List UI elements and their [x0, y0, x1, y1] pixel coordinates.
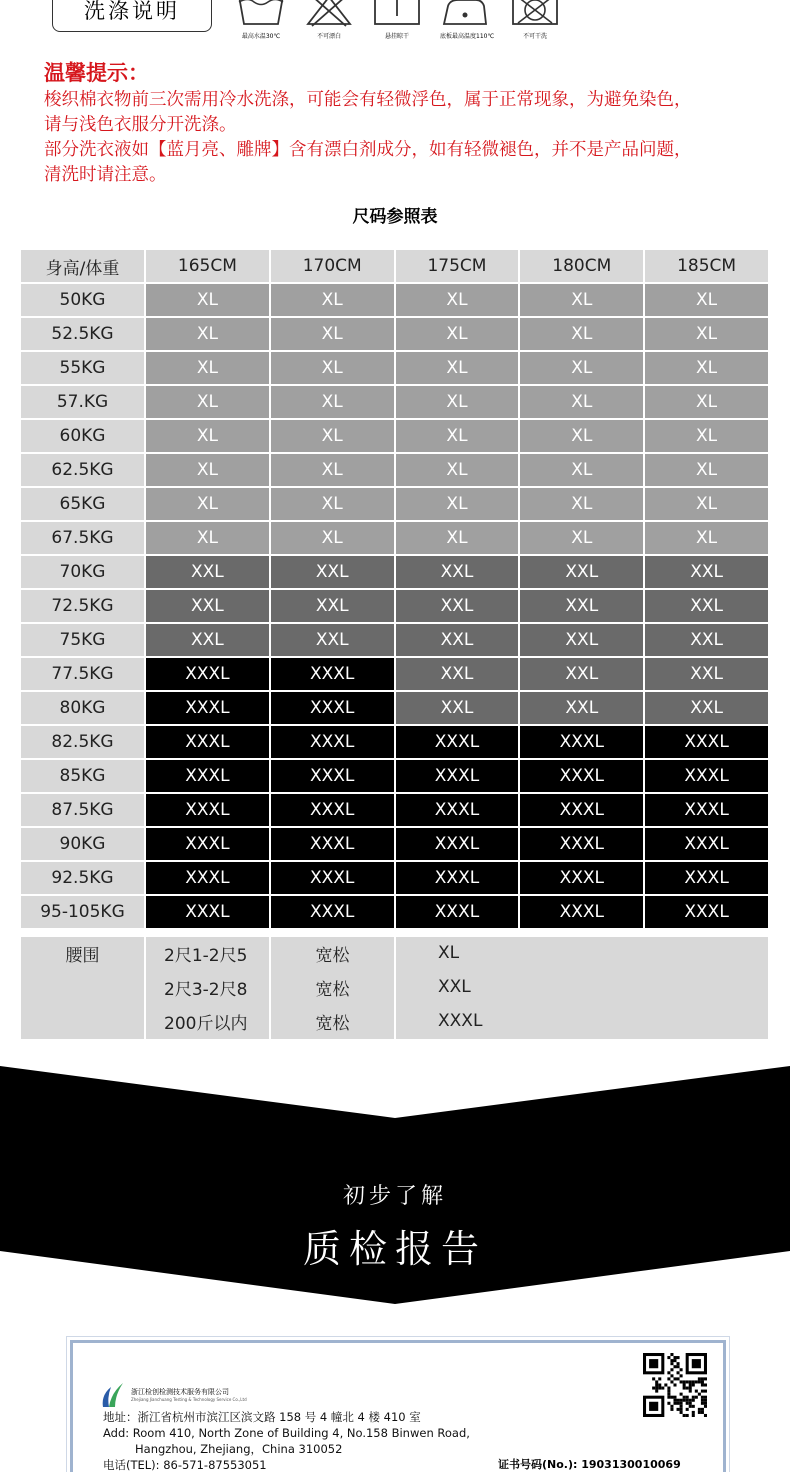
- size-chart-title: 尺码参照表: [352, 207, 438, 227]
- size-cell: XXL: [396, 692, 519, 726]
- size-cell: XXXL: [520, 760, 643, 794]
- size-cell: XL: [271, 284, 394, 318]
- size-row: [21, 658, 768, 692]
- size-cell: XXL: [645, 556, 768, 590]
- company-address: [103, 1409, 470, 1472]
- size-cell: XXXL: [645, 794, 768, 828]
- size-cell: XL: [520, 420, 643, 454]
- size-cell: XXL: [396, 556, 519, 590]
- weight-label: 72.5KG: [21, 590, 144, 624]
- size-cell: XXXL: [396, 896, 519, 930]
- tips-line: 清洗时请注意。: [44, 165, 167, 185]
- waist-range: 2尺3-2尺8: [146, 971, 269, 1005]
- wash-30-label: 最高水温30℃: [241, 33, 281, 40]
- size-cell: XXXL: [146, 760, 269, 794]
- size-cell: XXXL: [645, 896, 768, 930]
- size-cell: XXL: [520, 658, 643, 692]
- no-dry-clean-label: 不可干洗: [522, 33, 547, 40]
- waist-row: [21, 971, 768, 1005]
- weight-label: 62.5KG: [21, 454, 144, 488]
- size-cell: XXXL: [645, 862, 768, 896]
- size-cell: XXXL: [146, 896, 269, 930]
- size-row: [21, 488, 768, 522]
- size-cell: XL: [146, 284, 269, 318]
- size-cell: XXL: [271, 624, 394, 658]
- waist-fit: 宽松: [271, 971, 394, 1005]
- header-height: 170CM: [271, 250, 394, 284]
- no-bleach-label: 不可漂白: [316, 33, 341, 40]
- wash-instructions-button: 洗涤说明: [52, 0, 212, 32]
- size-cell: XXL: [645, 658, 768, 692]
- size-cell: XXL: [396, 590, 519, 624]
- company-name-en: Zhejiang Jianchuang Testing & Technology Service Co.,Ltd: [131, 1397, 247, 1402]
- iron-110-icon: [440, 0, 495, 40]
- weight-label: 82.5KG: [21, 726, 144, 760]
- size-cell: XXXL: [271, 658, 394, 692]
- waist-size: XXL: [396, 971, 768, 1005]
- waist-label: 腰围: [21, 937, 144, 971]
- size-cell: XXL: [520, 556, 643, 590]
- size-row: [21, 794, 768, 828]
- size-cell: XL: [146, 386, 269, 420]
- size-row: [21, 624, 768, 658]
- size-cell: XXXL: [146, 794, 269, 828]
- size-cell: XL: [645, 454, 768, 488]
- weight-label: 52.5KG: [21, 318, 144, 352]
- size-cell: XXL: [271, 590, 394, 624]
- size-cell: XXXL: [520, 896, 643, 930]
- size-cell: XXL: [520, 590, 643, 624]
- size-cell: XL: [645, 352, 768, 386]
- tips-section: [44, 58, 774, 188]
- size-cell: XL: [520, 352, 643, 386]
- size-row: [21, 828, 768, 862]
- size-cell: XL: [520, 488, 643, 522]
- weight-label: 95-105KG: [21, 896, 144, 930]
- size-row: [21, 454, 768, 488]
- size-cell: XXXL: [396, 760, 519, 794]
- size-cell: XXL: [520, 692, 643, 726]
- size-row: [21, 420, 768, 454]
- size-cell: XXXL: [271, 692, 394, 726]
- header-height: 175CM: [396, 250, 519, 284]
- size-row: [21, 862, 768, 896]
- size-cell: XL: [146, 420, 269, 454]
- tips-line: 部分洗衣液如【蓝月亮、雕牌】含有漂白剂成分，如有轻微褪色，并不是产品问题，: [44, 140, 692, 160]
- size-cell: XXXL: [520, 828, 643, 862]
- size-cell: XL: [271, 352, 394, 386]
- size-row: [21, 284, 768, 318]
- size-cell: XL: [146, 522, 269, 556]
- size-cell: XXXL: [396, 794, 519, 828]
- wash-30-icon: [236, 0, 286, 40]
- weight-label: 55KG: [21, 352, 144, 386]
- size-cell: XL: [271, 488, 394, 522]
- size-cell: XL: [645, 420, 768, 454]
- size-row: [21, 318, 768, 352]
- size-cell: XXXL: [271, 828, 394, 862]
- size-row: [21, 386, 768, 420]
- size-row: [21, 522, 768, 556]
- size-cell: XL: [396, 352, 519, 386]
- size-cell: XL: [520, 284, 643, 318]
- no-dry-clean-icon: [510, 0, 560, 40]
- waist-fit: 宽松: [271, 1005, 394, 1039]
- banner-subtitle: 初步了解: [342, 1184, 447, 1209]
- size-cell: XL: [271, 454, 394, 488]
- size-cell: XXL: [645, 692, 768, 726]
- size-cell: XXXL: [146, 726, 269, 760]
- size-cell: XXXL: [396, 726, 519, 760]
- size-cell: XXL: [146, 590, 269, 624]
- size-chart-table: [19, 250, 770, 930]
- size-cell: XXXL: [271, 760, 394, 794]
- size-cell: XXXL: [271, 726, 394, 760]
- size-chart-header-row: [21, 250, 768, 284]
- quality-report-banner: [0, 1066, 790, 1306]
- size-row: [21, 760, 768, 794]
- company-logo-icon: [99, 1381, 125, 1409]
- tips-line: 请与浅色衣服分开洗涤。: [44, 115, 237, 135]
- test-certificate: [70, 1340, 726, 1472]
- size-cell: XXXL: [645, 828, 768, 862]
- size-cell: XXXL: [396, 828, 519, 862]
- size-cell: XL: [520, 454, 643, 488]
- header-height: 180CM: [520, 250, 643, 284]
- weight-label: 87.5KG: [21, 794, 144, 828]
- iron-110-label: 底板最高温度110℃: [440, 33, 495, 40]
- size-cell: XXL: [146, 624, 269, 658]
- weight-label: 57.KG: [21, 386, 144, 420]
- no-bleach-icon: [304, 0, 354, 40]
- certificate-number: 证书号码(No.): 1903130010069: [498, 1458, 681, 1471]
- waist-size: XXXL: [396, 1005, 768, 1039]
- size-cell: XXXL: [146, 862, 269, 896]
- header-height: 165CM: [146, 250, 269, 284]
- size-cell: XL: [520, 522, 643, 556]
- weight-label: 80KG: [21, 692, 144, 726]
- size-cell: XL: [645, 284, 768, 318]
- weight-label: 77.5KG: [21, 658, 144, 692]
- size-cell: XL: [146, 318, 269, 352]
- size-cell: XL: [645, 318, 768, 352]
- size-cell: XL: [271, 522, 394, 556]
- size-row: [21, 352, 768, 386]
- size-cell: XL: [396, 420, 519, 454]
- size-row: [21, 692, 768, 726]
- weight-label: 85KG: [21, 760, 144, 794]
- svg-text:30: [256, 0, 266, 1]
- size-cell: XL: [146, 454, 269, 488]
- size-cell: XL: [271, 318, 394, 352]
- size-cell: XXL: [396, 624, 519, 658]
- size-cell: XL: [396, 522, 519, 556]
- size-cell: XXL: [645, 590, 768, 624]
- banner-title: 质检报告: [302, 1227, 487, 1271]
- size-row: [21, 556, 768, 590]
- address-en-2: Hangzhou, Zhejiang，China 310052: [135, 1442, 343, 1456]
- size-cell: XL: [146, 352, 269, 386]
- size-cell: XXXL: [645, 760, 768, 794]
- size-cell: XL: [520, 386, 643, 420]
- size-cell: XXL: [645, 624, 768, 658]
- waist-range: 200斤以内: [146, 1005, 269, 1039]
- weight-label: 75KG: [21, 624, 144, 658]
- size-cell: XXL: [271, 556, 394, 590]
- company-name-cn: 浙江检创检测技术服务有限公司: [131, 1388, 229, 1396]
- size-cell: XL: [645, 522, 768, 556]
- waist-row: [21, 1005, 768, 1039]
- weight-label: 92.5KG: [21, 862, 144, 896]
- hang-dry-label: 悬挂晾干: [384, 33, 409, 40]
- size-cell: XL: [396, 284, 519, 318]
- size-cell: XL: [645, 386, 768, 420]
- waist-fit: 宽松: [271, 937, 394, 971]
- size-cell: XL: [146, 488, 269, 522]
- size-cell: XL: [271, 386, 394, 420]
- tips-heading: 温馨提示：: [44, 61, 149, 85]
- size-cell: XXXL: [146, 828, 269, 862]
- waist-row: [21, 937, 768, 971]
- address-cn: 地址：浙江省杭州市滨江区滨文路 158 号 4 幢北 4 楼 410 室: [103, 1410, 421, 1424]
- size-row: [21, 896, 768, 930]
- weight-label: 60KG: [21, 420, 144, 454]
- waist-size: XL: [396, 937, 768, 971]
- size-cell: XXXL: [520, 794, 643, 828]
- telephone: 电话(TEL): 86-571-87553051: [103, 1458, 267, 1472]
- size-cell: XXXL: [520, 862, 643, 896]
- size-cell: XXXL: [520, 726, 643, 760]
- weight-label: 70KG: [21, 556, 144, 590]
- header-corner: 身高/体重: [21, 250, 144, 284]
- size-cell: XXXL: [271, 794, 394, 828]
- size-row: [21, 590, 768, 624]
- size-cell: XXXL: [645, 726, 768, 760]
- waist-table: [19, 937, 770, 1039]
- size-cell: XXXL: [146, 692, 269, 726]
- size-cell: XL: [645, 488, 768, 522]
- weight-label: 90KG: [21, 828, 144, 862]
- weight-label: 67.5KG: [21, 522, 144, 556]
- waist-range: 2尺1-2尺5: [146, 937, 269, 971]
- address-en-1: Add: Room 410, North Zone of Building 4, No.158 Binwen Road,: [103, 1426, 470, 1440]
- size-cell: XXL: [146, 556, 269, 590]
- size-cell: XL: [396, 318, 519, 352]
- size-cell: XL: [396, 488, 519, 522]
- size-cell: XXXL: [146, 658, 269, 692]
- hang-dry-icon: [372, 0, 422, 40]
- size-row: [21, 726, 768, 760]
- size-cell: XXXL: [271, 896, 394, 930]
- size-cell: XXL: [396, 658, 519, 692]
- waist-label-empty: [21, 1005, 144, 1039]
- size-cell: XL: [520, 318, 643, 352]
- waist-label-empty: [21, 971, 144, 1005]
- size-cell: XL: [396, 386, 519, 420]
- qr-code-icon: [643, 1353, 707, 1417]
- header-height: 185CM: [645, 250, 768, 284]
- size-cell: XXXL: [396, 862, 519, 896]
- size-cell: XXXL: [271, 862, 394, 896]
- tips-line: 梭织棉衣物前三次需用冷水洗涤，可能会有轻微浮色，属于正常现象，为避免染色，: [44, 90, 692, 110]
- size-cell: XXL: [520, 624, 643, 658]
- weight-label: 65KG: [21, 488, 144, 522]
- weight-label: 50KG: [21, 284, 144, 318]
- size-cell: XL: [271, 420, 394, 454]
- size-cell: XL: [396, 454, 519, 488]
